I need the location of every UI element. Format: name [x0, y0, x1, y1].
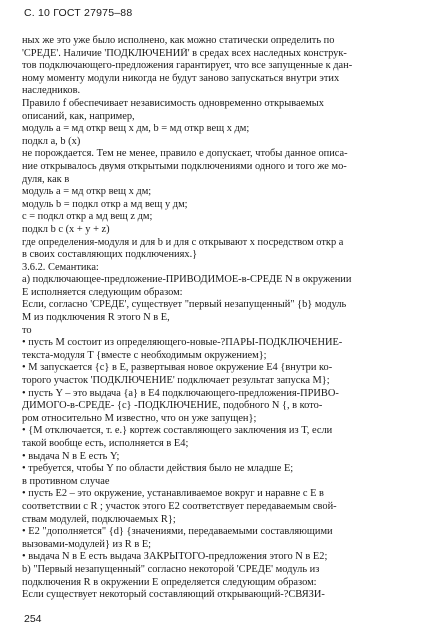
text-line: описаний, как, например, — [22, 110, 135, 122]
text-line: b) "Первый незапущенный" согласно некоторой 'СРЕДЕ' модуль из — [22, 563, 320, 575]
text-line: Правило f обеспечивает независимость одновременно открываемых — [22, 97, 324, 109]
text-line: в своих составляющих подключениях.} — [22, 249, 198, 261]
running-header: С. 10 ГОСТ 27975–88 — [24, 7, 133, 19]
text-line: • пусть M состоит из определяющего-новые-?ПАРЫ-ПОДКЛЮЧЕНИЕ- — [22, 337, 343, 349]
text-line: наследников. — [22, 85, 81, 97]
text-line: такой вообще есть, исполняется в E4; — [22, 438, 189, 449]
text-line: дуля, как в — [22, 173, 70, 185]
text-line: • M запускается {c} в E, развертывая новое окружение E4 {внутри ко- — [22, 362, 333, 374]
text-line: тов подключающего-предложения гарантирует, что все запущенные к дан- — [22, 60, 353, 72]
text-line: соответствии с R ; участок этого E2 соответствует передаваемым свой- — [22, 500, 337, 512]
text-line: то — [22, 324, 32, 336]
text-line: ному моменту модули никогда не будут заново запускаться внутри этих — [22, 72, 340, 84]
text-line: • выдача N в E есть выдача ЗАКРЫТОГО-предложения этого N в E2; — [22, 551, 328, 563]
body-text — [22, 35, 404, 602]
text-line: • пусть Y – это выдача {a} в E4 подключающего-предложения-ПРИВО- — [22, 387, 339, 399]
text-line: ДИМОГО-в-СРЕДЕ- {c} -ПОДКЛЮЧЕНИЕ, подобного N {, в кото- — [22, 400, 323, 412]
text-line: • пусть E2 – это окружение, устанавливаемое вокруг и наравне с E в — [22, 488, 324, 500]
text-line: ром относительно M известно, что он уже запущен}; — [22, 412, 257, 424]
text-line: текста-модуля T {вместе с необходимым окружением}; — [22, 349, 267, 361]
text-line: ных же это уже было исполнено, как можно статически определить по — [22, 35, 335, 46]
text-line: подключения R в окружении E определяется следующим образом: — [22, 576, 317, 588]
text-line: E исполняется следующим образом: — [22, 286, 183, 298]
text-line: a) подключающее-предложение-ПРИВОДИМОЕ-в-СРЕДЕ N в окружении — [22, 274, 352, 286]
text-line: в противном случае — [22, 475, 110, 487]
text-line: подкл b c (x + y + z) — [22, 223, 110, 235]
text-line: торого участок 'ПОДКЛЮЧЕНИЕ' подключает результат запуска M}; — [22, 375, 330, 387]
text-line: модуль a = мд откр вещ x дм; — [22, 186, 152, 198]
text-line: где определения-модуля и для b и для c открывают x посредством откр a — [22, 236, 344, 248]
text-line: • выдача N в E есть Y; — [22, 450, 120, 462]
section-heading: 3.6.2. Семантика: — [22, 261, 99, 273]
text-line: подкл a, b (x) — [22, 135, 81, 147]
text-line: Если, согласно 'СРЕДЕ', существует "первый незапущенный" {b} модуль — [22, 299, 347, 311]
text-line: • E2 "дополняется" {d} {значениями, передаваемыми составляющими — [22, 526, 333, 538]
text-line: Если существует некоторый составляющий открывающий-?СВЯЗИ- — [22, 589, 325, 601]
text-line: ствам модулей, подключаемых R}; — [22, 513, 176, 525]
text-line: вызовами-модулей} из R в E; — [22, 538, 152, 550]
text-line: ние открывалось двумя открытыми подключениями одного и того же мо- — [22, 160, 347, 172]
text-line: M из подключения R этого N в E, — [22, 312, 170, 324]
text-line: 'СРЕДЕ'. Наличие 'ПОДКЛЮЧЕНИЙ' в средах всех наследных конструк- — [22, 47, 347, 59]
text-line: • требуется, чтобы Y по области действия было не младше E; — [22, 463, 294, 475]
text-line: не порождается. Тем не менее, правило e допускает, чтобы данное описа- — [22, 148, 348, 160]
text-line: c = подкл откр a мд вещ z дм; — [22, 211, 153, 223]
text-line: модуль b = подкл откр a мд вещ y дм; — [22, 198, 188, 210]
text-line: • {M отключается, т. е.} кортеж составляющего заключения из T, если — [22, 425, 333, 437]
page-number: 254 — [24, 613, 42, 625]
text-line: модуль a = мд откр вещ x дм, b = мд откр вещ x дм; — [22, 123, 250, 135]
